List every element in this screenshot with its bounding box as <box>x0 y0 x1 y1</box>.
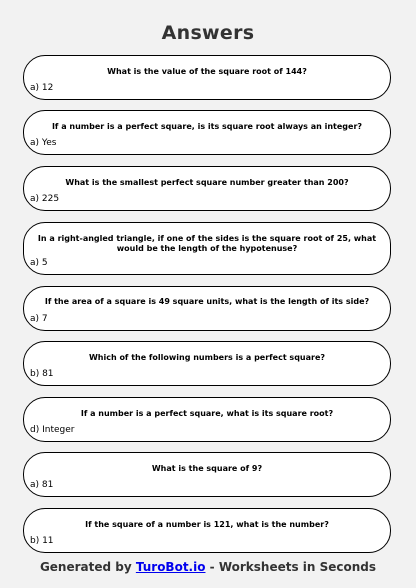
question-text: In a right-angled triangle, if one of the sides is the square root of 25, what would be the length of the hypotenuse? <box>37 234 377 253</box>
answer-card <box>23 341 391 386</box>
answer-text: d) Integer <box>30 425 75 435</box>
page-title: Answers <box>161 22 255 44</box>
answer-text: b) 11 <box>30 536 54 546</box>
question-text: What is the value of the square root of 144? <box>107 67 307 76</box>
question-text: If a number is a perfect square, what is its square root? <box>80 409 334 418</box>
answer-card <box>23 55 391 100</box>
answer-text: a) 5 <box>30 258 48 268</box>
answer-card <box>23 397 391 442</box>
footer-suffix: - Worksheets in Seconds <box>205 560 377 574</box>
question-text: What is the square of 9? <box>151 464 263 473</box>
question-text: If a number is a perfect square, is its square root always an integer? <box>51 122 363 131</box>
question-text: If the square of a number is 121, what is the number? <box>85 520 329 529</box>
answer-card <box>23 452 391 497</box>
answer-card <box>23 166 391 211</box>
answer-text: a) 225 <box>30 194 60 204</box>
footer <box>0 560 416 574</box>
answer-text: a) Yes <box>30 138 57 148</box>
answer-card <box>23 508 391 553</box>
question-text: What is the smallest perfect square number greater than 200? <box>65 178 349 187</box>
question-text: Which of the following numbers is a perfect square? <box>88 353 326 362</box>
answer-card <box>23 286 391 331</box>
answer-text: b) 81 <box>30 369 54 379</box>
answer-text: a) 81 <box>30 480 54 490</box>
footer-prefix: Generated by <box>39 560 136 574</box>
turobot-link[interactable]: TuroBot.io <box>135 560 206 574</box>
answer-card <box>23 222 391 275</box>
answer-text: a) 12 <box>30 83 54 93</box>
answer-card <box>23 110 391 155</box>
question-text: If the area of a square is 49 square units, what is the length of its side? <box>44 297 370 306</box>
answer-text: a) 7 <box>30 314 48 324</box>
